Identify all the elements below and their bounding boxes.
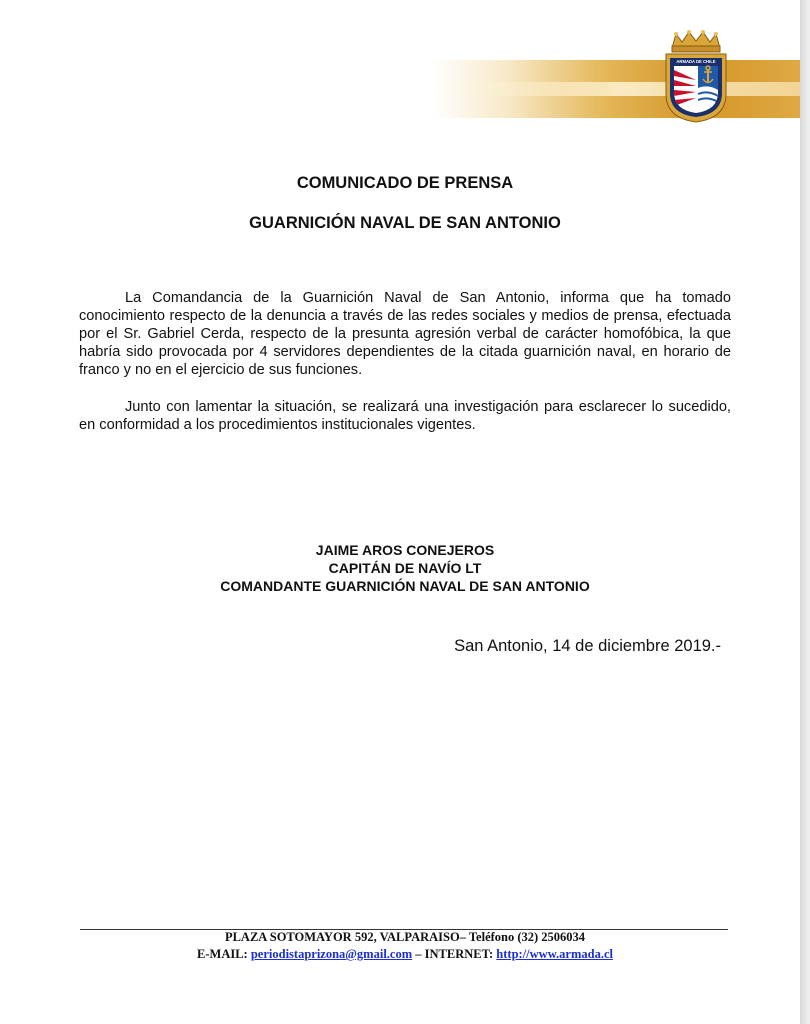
body-paragraph-1: La Comandancia de la Guarnición Naval de San Antonio, informa que ha tomado conocimiento respecto de la denuncia a través de las redes sociales y medios de prensa, efectuada por el Sr. Gabriel Cerda, respecto de la presunta agresión verbal de carácter homofóbica, la que habría sido provocada por 4 servidores dependientes de la citada guarnición naval, en horario de franco y no en el ejercicio de sus funciones. [79, 290, 731, 378]
body-paragraph-2: Junto con lamentar la situación, se realizará una investigación para esclarecer lo sucedido, en conformidad a los procedimientos institucionales vigentes. [79, 399, 731, 433]
press-release-title: COMUNICADO DE PRENSA [296, 174, 514, 192]
logo-lettering: ARMADA DE CHILE [676, 59, 716, 64]
navy-crest-logo [662, 28, 730, 124]
footer-contact [0, 947, 810, 962]
internet-label: – INTERNET: [415, 947, 494, 961]
email-link[interactable]: periodistaprizona@gmail.com [250, 947, 413, 961]
unit-subtitle: GUARNICIÓN NAVAL DE SAN ANTONIO [249, 214, 561, 232]
website-link[interactable]: http://www.armada.cl [496, 947, 613, 961]
crown-icon [672, 30, 720, 52]
email-label: E-MAIL: [197, 947, 248, 961]
page-edge-shadow [800, 0, 810, 1024]
signatory-name: JAIME AROS CONEJEROS [315, 542, 495, 558]
document-date: San Antonio, 14 de diciembre 2019.- [454, 637, 721, 655]
signatory-position: COMANDANTE GUARNICIÓN NAVAL DE SAN ANTONIO [220, 578, 590, 594]
signatory-rank: CAPITÁN DE NAVÍO LT [328, 560, 482, 576]
header-gold-highlight [432, 82, 810, 96]
footer-address: PLAZA SOTOMAYOR 592, VALPARAISO– Teléfono (32) 2506034 [224, 930, 586, 944]
